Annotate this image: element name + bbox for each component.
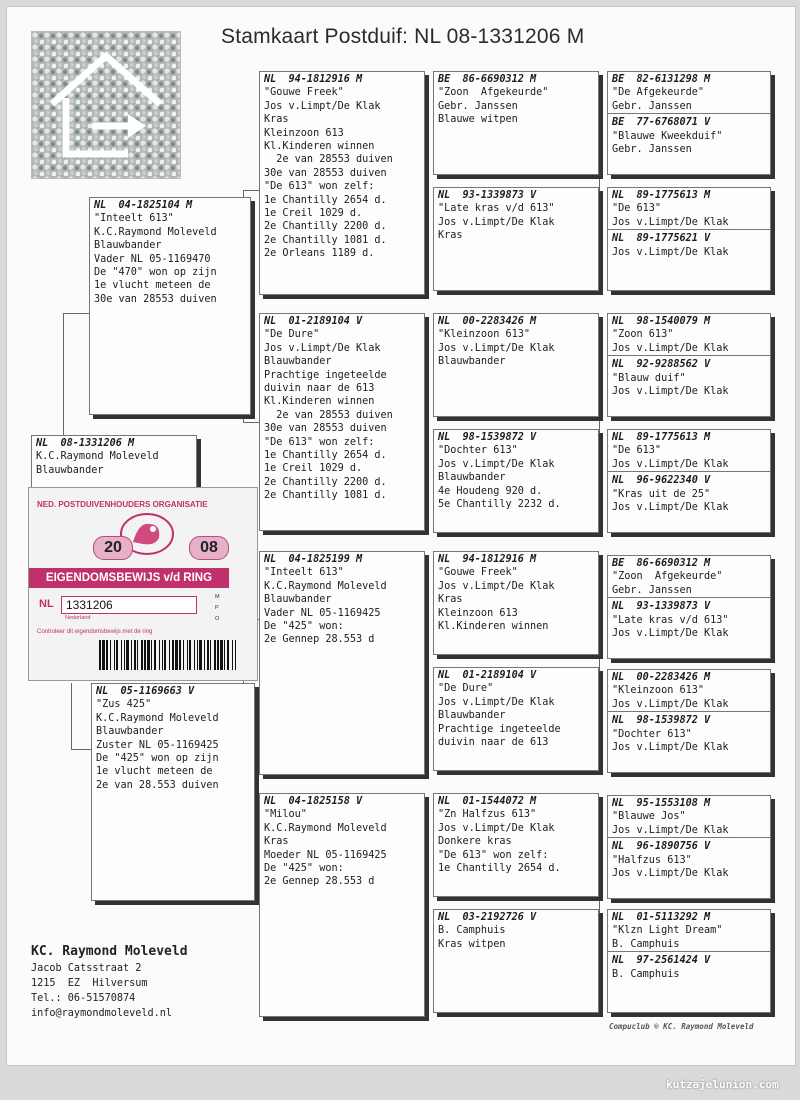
pigeon-info-line: Zuster NL 05-1169425 (96, 739, 219, 751)
pigeon-card-granddam-1 (259, 313, 425, 531)
pigeon-info-line: "Blauwe Jos" (612, 811, 686, 823)
barcode-bar (159, 640, 160, 670)
pigeon-info-line: 1e Chantilly 2654 d. (264, 194, 387, 206)
pigeon-info-line: "Gouwe Freek" (264, 87, 344, 99)
connector-line (63, 313, 64, 441)
pigeon-info-line: B. Camphuis (438, 925, 506, 937)
pigeon-info-line: 2e Orleans 1189 d. (264, 248, 375, 260)
barcode-bar (114, 640, 115, 670)
pigeon-info-line: Gebr. Janssen (612, 584, 692, 596)
ring-number: NL 00-2283426 M (612, 672, 711, 683)
barcode-bar (116, 640, 118, 670)
pigeon-info-line: 2e van 28.553 duiven (96, 779, 219, 791)
pigeon-card-dam (91, 683, 255, 901)
pigeon-info-line: Jos v.Limpt/De Klak (612, 502, 729, 514)
watermark: kutzajelunion.com (666, 1078, 779, 1091)
pigeon-info-line: K.C.Raymond Moleveld (94, 226, 217, 238)
pigeon-card-grandsire-1 (259, 71, 425, 295)
ring-number: NL 00-2283426 M (438, 316, 537, 327)
pair-divider (608, 951, 770, 981)
pigeon-info-line: 30e van 28553 duiven (264, 423, 387, 435)
pigeon-info-line: 2e van 28553 duiven (264, 409, 393, 421)
barcode-bar (162, 640, 163, 670)
pigeon-info-line: Jos v.Limpt/De Klak (438, 216, 555, 228)
barcode-bar (151, 640, 152, 670)
pigeon-info-line: "Dochter 613" (438, 445, 518, 457)
control-note: Controleer dit eigendomsbewijs met de ring (37, 629, 153, 635)
barcode-bar (99, 640, 101, 670)
pigeon-info-line: Kleinzoon 613 (438, 607, 518, 619)
barcode-bar (169, 640, 170, 670)
pigeon-card-gen3-4 (433, 429, 599, 533)
pigeon-info-line: "De Dure" (438, 683, 494, 695)
pigeon-info-line: Blauwbander (264, 356, 332, 368)
barcode-bar (235, 640, 236, 670)
pigeon-info-line: De "425" won op zijn (96, 753, 219, 765)
ring-number: NL 89-1775613 M (612, 432, 711, 443)
pigeon-info-line: Jos v.Limpt/De Klak (264, 342, 381, 354)
pigeon-info-line: "De Dure" (264, 329, 320, 341)
pigeon-info-line: De "470" won op zijn (94, 267, 217, 279)
pigeon-card-gen3-8 (433, 909, 599, 1013)
pigeon-card-granddam-2 (259, 793, 425, 1017)
pigeon-card-gen4-pair-4 (607, 429, 771, 533)
pigeon-info-line: "De 613" won zelf: (438, 849, 549, 861)
ring-number: NL 01-5113292 M (612, 912, 711, 923)
ring-number: NL 08-1331206 M (36, 438, 135, 449)
pigeon-card-grandsire-2 (259, 551, 425, 775)
pigeon-info-line: K.C.Raymond Moleveld (264, 580, 387, 592)
pigeon-info-line: 2e Chantilly 1081 d. (264, 234, 387, 246)
ring-number: BE 77-6768071 V (612, 117, 711, 129)
pigeon-info-line: Blauwe witpen (438, 114, 518, 126)
barcode-bar (121, 640, 122, 670)
barcode-bar (197, 640, 198, 670)
pigeon-info-line: Jos v.Limpt/De Klak (438, 822, 555, 834)
pair-divider (608, 597, 770, 640)
pigeon-info-line: "Inteelt 613" (264, 567, 344, 579)
pigeon-card-gen3-7 (433, 793, 599, 897)
pigeon-info-line: Blauwbander (438, 472, 506, 484)
year-left: 20 (93, 536, 133, 560)
pigeon-info-line: 1e vlucht meteen de (96, 766, 213, 778)
pigeon-info-line: Blauwbander (438, 710, 506, 722)
ring-number: NL 04-1825158 V (264, 796, 363, 807)
pigeon-info-line: Jos v.Limpt/De Klak (612, 216, 729, 228)
pgo-letter: P (215, 605, 219, 611)
connector-line (425, 127, 426, 247)
pigeon-info-line: Prachtige ingeteelde (264, 369, 387, 381)
pigeon-info-line: "Kras uit de 25" (612, 488, 711, 500)
pigeon-card-gen3-6 (433, 667, 599, 771)
pigeon-info-line: duivin naar de 613 (438, 737, 549, 749)
pigeon-card-gen3-5 (433, 551, 599, 655)
pigeon-info-line: Jos v.Limpt/De Klak (612, 342, 729, 354)
pigeon-info-line: Jos v.Limpt/De Klak (612, 698, 729, 710)
pigeon-info-line: Gebr. Janssen (438, 100, 518, 112)
barcode-bar (217, 640, 219, 670)
pair-divider (608, 355, 770, 398)
connector-line (425, 847, 426, 957)
pigeon-info-line: 2e Gennep 28.553 d (264, 876, 375, 888)
ring-number: NL 96-9622340 V (612, 475, 711, 487)
country-code: NL (39, 598, 54, 610)
pair-divider (608, 113, 770, 156)
pigeon-info-line: "Blauwe Kweekduif" (612, 130, 723, 142)
pair-divider (608, 837, 770, 880)
pigeon-info-line: "Kleinzoon 613" (438, 329, 531, 341)
pigeon-card-sire (89, 197, 251, 415)
pigeon-info-line: De "425" won: (264, 621, 344, 633)
pigeon-info-line: "Late kras v/d 613" (438, 203, 555, 215)
barcode-bar (172, 640, 174, 670)
pigeon-info-line: Jos v.Limpt/De Klak (612, 868, 729, 880)
pigeon-card-gen3-1 (433, 71, 599, 175)
country-sub: Nederland (65, 615, 91, 621)
ring-number: NL 92-9288562 V (612, 359, 711, 371)
pigeon-info-line: 2e Chantilly 1081 d. (264, 490, 387, 502)
barcode-bar (110, 640, 111, 670)
pgo-letter: M (215, 594, 220, 600)
barcode-bar (232, 640, 233, 670)
pigeon-info-line: "Milou" (264, 809, 307, 821)
pigeon-info-line: B. Camphuis (612, 968, 680, 980)
barcode-bar (189, 640, 191, 670)
pigeon-info-line: "Zn Halfzus 613" (438, 809, 537, 821)
pigeon-info-line: Jos v.Limpt/De Klak (612, 824, 729, 836)
house-logo-icon (32, 32, 180, 178)
ring-number: BE 86-6690312 M (438, 74, 537, 85)
connector-line (243, 190, 259, 191)
barcode-bar (224, 640, 225, 670)
barcode-bar (179, 640, 181, 670)
pigeon-info-line: Jos v.Limpt/De Klak (612, 386, 729, 398)
barcode-bar (220, 640, 223, 670)
pigeon-card-gen3-2 (433, 187, 599, 291)
pigeon-card-gen4-pair-8 (607, 909, 771, 1013)
pigeon-info-line: "Dochter 613" (612, 728, 692, 740)
pigeon-info-line: Jos v.Limpt/De Klak (438, 458, 555, 470)
ring-number: NL 89-1775621 V (612, 233, 711, 245)
pigeon-info-line: 4e Houdeng 920 d. (438, 485, 543, 497)
barcode-icon (99, 640, 239, 670)
ring-number: NL 01-1544072 M (438, 796, 537, 807)
ring-number: NL 97-2561424 V (612, 955, 711, 967)
barcode-bar (227, 640, 229, 670)
pigeon-info-line: "Kleinzoon 613" (612, 685, 705, 697)
pigeon-info-line: "Gouwe Freek" (438, 567, 518, 579)
pigeon-card-gen4-pair-5 (607, 555, 771, 659)
connector-line (599, 367, 600, 479)
barcode-bar (183, 640, 184, 670)
ring-number: NL 89-1775613 M (612, 190, 711, 201)
connector-line (71, 749, 91, 750)
connector-line (243, 422, 259, 423)
pigeon-info-line: Moeder NL 05-1169425 (264, 849, 387, 861)
barcode-bar (204, 640, 205, 670)
pair-divider (608, 711, 770, 754)
barcode-bar (126, 640, 129, 670)
pigeon-info-line: Vader NL 05-1169470 (94, 253, 211, 265)
barcode-bar (144, 640, 146, 670)
pigeon-card-gen3-3 (433, 313, 599, 417)
owner-street: Jacob Catsstraat 2 (31, 963, 142, 974)
pigeon-info-line: Kras (438, 230, 463, 242)
pigeon-info-line: Jos v.Limpt/De Klak (612, 246, 729, 258)
connector-line (425, 611, 426, 723)
pigeon-card-gen4-pair-2 (607, 187, 771, 291)
barcode-bar (141, 640, 143, 670)
pigeon-info-line: Kras (438, 594, 463, 606)
pigeon-info-line: duivin naar de 613 (264, 383, 375, 395)
footer-credit: Compuclub ® KC. Raymond Moleveld (609, 1022, 754, 1031)
barcode-bar (134, 640, 136, 670)
owner-contact (31, 943, 188, 1021)
pigeon-info-line: 2e Gennep 28.553 d (264, 634, 375, 646)
pigeon-card-gen4-pair-6 (607, 669, 771, 773)
connector-line (599, 125, 600, 241)
pigeon-info-line: Donkere kras (438, 836, 512, 848)
ring-number: BE 82-6131298 M (612, 74, 711, 85)
pgo-letter: O (215, 616, 220, 622)
pigeon-info-line: K.C.Raymond Moleveld (264, 822, 387, 834)
card-title: EIGENDOMSBEWIJS v/d RING (29, 568, 229, 588)
barcode-bar (207, 640, 209, 670)
pigeon-info-line: Jos v.Limpt/De Klak (612, 458, 729, 470)
pigeon-card-subject (31, 435, 197, 495)
pigeon-info-line: "De 613" (612, 445, 662, 457)
pigeon-info-line: Jos v.Limpt/De Klak (612, 742, 729, 754)
ring-number: NL 98-1540079 M (612, 316, 711, 327)
pigeon-info-line: Gebr. Janssen (612, 100, 692, 112)
pigeon-info-line: Vader NL 05-1169425 (264, 607, 381, 619)
connector-line (599, 611, 600, 721)
pigeon-info-line: "Zoon Afgekeurde" (612, 571, 723, 583)
pigeon-info-line: 1e Creil 1029 d. (264, 208, 363, 220)
owner-phone: Tel.: 06-51570874 (31, 993, 136, 1004)
barcode-bar (187, 640, 188, 670)
pigeon-info-line: Blauwbander (36, 464, 104, 476)
pigeon-info-line: Jos v.Limpt/De Klak (438, 696, 555, 708)
pigeon-info-line: Kras witpen (438, 938, 506, 950)
barcode-bar (147, 640, 150, 670)
pigeon-info-line: Jos v.Limpt/De Klak (438, 342, 555, 354)
pigeon-info-line: Kl.Kinderen winnen (264, 141, 375, 153)
ring-number: NL 93-1339873 V (612, 601, 711, 613)
barcode-bar (214, 640, 216, 670)
barcode-bar (175, 640, 178, 670)
connector-line (599, 847, 600, 957)
pigeon-info-line: K.C.Raymond Moleveld (36, 451, 159, 463)
pigeon-info-line: "Zoon Afgekeurde" (438, 87, 549, 99)
ring-ownership-card (28, 487, 258, 681)
pigeon-info-line: B. Camphuis (612, 938, 680, 950)
ring-number: NL 01-2189104 V (264, 316, 363, 327)
ring-number: NL 01-2189104 V (438, 670, 537, 681)
pigeon-info-line: "Late kras v/d 613" (612, 614, 729, 626)
pigeon-info-line: Kl.Kinderen winnen (438, 621, 549, 633)
pigeon-info-line: "De 613" (612, 203, 662, 215)
pigeon-info-line: "Klzn Light Dream" (612, 925, 723, 937)
barcode-bar (194, 640, 195, 670)
pigeon-info-line: 1e Chantilly 2654 d. (264, 450, 387, 462)
pigeon-info-line: 30e van 28553 duiven (264, 167, 387, 179)
pigeon-info-line: Blauwbander (94, 240, 162, 252)
pigeon-card-gen4-pair-7 (607, 795, 771, 899)
pigeon-info-line: Blauwbander (96, 726, 164, 738)
pigeon-info-line: 2e van 28553 duiven (264, 154, 393, 166)
pigeon-info-line: "Inteelt 613" (94, 213, 174, 225)
ring-number: NL 94-1812916 M (264, 74, 363, 85)
pigeon-info-line: Kras (264, 836, 289, 848)
barcode-bar (137, 640, 138, 670)
connector-line (63, 313, 89, 314)
ring-number: NL 98-1539872 V (438, 432, 537, 443)
ring-number: NL 04-1825104 M (94, 200, 193, 211)
pigeon-info-line: Jos v.Limpt/De Klak (264, 100, 381, 112)
barcode-bar (154, 640, 156, 670)
year-right: 08 (189, 536, 229, 560)
pigeon-card-gen4-pair-3 (607, 313, 771, 417)
page-title: Stamkaart Postduif: NL 08-1331206 M (221, 25, 585, 48)
pair-divider (608, 229, 770, 259)
pigeon-info-line: K.C.Raymond Moleveld (96, 712, 219, 724)
owner-email: info@raymondmoleveld.nl (31, 1008, 173, 1019)
pigeon-info-line: 2e Chantilly 2200 d. (264, 476, 387, 488)
pigeon-info-line: 1e Chantilly 2654 d. (438, 863, 561, 875)
pigeon-info-line: Prachtige ingeteelde (438, 723, 561, 735)
loft-logo (31, 31, 181, 179)
pigeon-info-line: "De Afgekeurde" (612, 87, 705, 99)
pigeon-info-line: Blauwbander (264, 594, 332, 606)
pgo-logo (215, 592, 220, 625)
pigeon-info-line: "Halfzus 613" (612, 854, 692, 866)
barcode-bar (124, 640, 125, 670)
ring-number: NL 96-1890756 V (612, 841, 711, 853)
owner-name: KC. Raymond Moleveld (31, 944, 188, 959)
barcode-bar (210, 640, 211, 670)
barcode-bar (164, 640, 166, 670)
ring-number: NL 98-1539872 V (612, 715, 711, 727)
connector-line (71, 683, 72, 749)
pigeon-info-line: Gebr. Janssen (612, 144, 692, 156)
pigeon-info-line: "De 613" won zelf: (264, 181, 375, 193)
ring-number: NL 03-2192726 V (438, 912, 537, 923)
pigeon-info-line: De "425" won: (264, 863, 344, 875)
pigeon-info-line: "Zoon 613" (612, 329, 674, 341)
org-name: NED. POSTDUIVENHOUDERS ORGANISATIE (37, 500, 208, 509)
ring-number: NL 95-1553108 M (612, 798, 711, 809)
pigeon-info-line: Kl.Kinderen winnen (264, 396, 375, 408)
pigeon-info-line: 1e Creil 1029 d. (264, 463, 363, 475)
ring-number: NL 04-1825199 M (264, 554, 363, 565)
barcode-bar (199, 640, 202, 670)
pigeon-info-line: "Blauw duif" (612, 372, 686, 384)
pigeon-info-line: 2e Chantilly 2200 d. (264, 221, 387, 233)
pigeon-info-line: 1e vlucht meteen de (94, 280, 211, 292)
ring-number: NL 05-1169663 V (96, 686, 195, 697)
ring-number: NL 94-1812916 M (438, 554, 537, 565)
pair-divider (608, 471, 770, 514)
barcode-bar (106, 640, 108, 670)
pigeon-info-line: Kleinzoon 613 (264, 127, 344, 139)
pigeon-info-line: Blauwbander (438, 356, 506, 368)
barcode-bar (131, 640, 132, 670)
pigeon-info-line: "De 613" won zelf: (264, 436, 375, 448)
connector-line (425, 367, 426, 483)
ring-number: BE 86-6690312 M (612, 558, 711, 569)
pigeon-card-gen4-pair-1 (607, 71, 771, 175)
pigeon-info-line: Jos v.Limpt/De Klak (438, 580, 555, 592)
pigeon-info-line: 30e van 28553 duiven (94, 293, 217, 305)
ring-number: NL 93-1339873 V (438, 190, 537, 201)
ring-number-field: 1331206 (61, 596, 197, 614)
pigeon-info-line: Jos v.Limpt/De Klak (612, 628, 729, 640)
pigeon-info-line: Kras (264, 114, 289, 126)
owner-city: 1215 EZ Hilversum (31, 978, 148, 989)
barcode-bar (102, 640, 105, 670)
pigeon-info-line: 5e Chantilly 2232 d. (438, 499, 561, 511)
pigeon-info-line: "Zus 425" (96, 699, 152, 711)
